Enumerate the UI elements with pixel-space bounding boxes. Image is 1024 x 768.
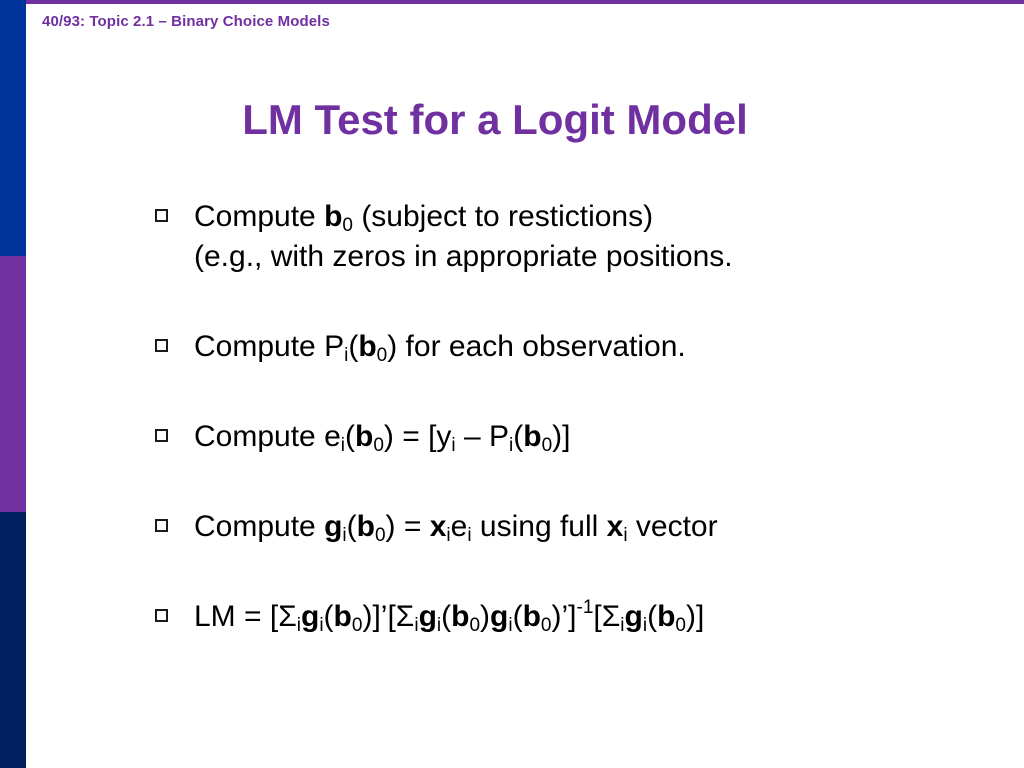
text-run: ) = [y xyxy=(383,420,452,453)
bold-symbol: b xyxy=(523,420,542,453)
subscript: 0 xyxy=(342,215,353,236)
subscript: i xyxy=(446,525,451,546)
text-run: )] xyxy=(552,420,571,453)
subscript: 0 xyxy=(469,615,481,636)
text-run: ) for each observation. xyxy=(387,330,686,363)
bold-symbol: x xyxy=(606,510,624,543)
subscript: i xyxy=(436,615,442,636)
text-run: ( xyxy=(323,600,334,633)
bullet-text xyxy=(194,327,686,367)
bullet-text xyxy=(194,417,570,457)
bold-symbol: x xyxy=(429,510,447,543)
bold-symbol: b xyxy=(358,330,377,363)
subscript: 0 xyxy=(351,615,363,636)
subscript: 0 xyxy=(675,615,686,636)
text-run: Compute xyxy=(194,200,325,233)
text-run: using full xyxy=(471,510,607,543)
superscript: -1 xyxy=(576,597,594,618)
subscript: i xyxy=(296,615,301,636)
sidebar-segment-bottom xyxy=(0,512,26,768)
bullet-line xyxy=(194,327,686,367)
subscript: i xyxy=(623,525,628,546)
subscript: 0 xyxy=(540,615,552,636)
bold-symbol: b xyxy=(354,420,374,453)
subscript: i xyxy=(508,615,513,636)
subscript: i xyxy=(509,435,514,456)
text-run: ( xyxy=(441,600,452,633)
text-run: ) = xyxy=(385,510,430,543)
text-run: ) xyxy=(480,600,491,633)
bold-symbol: b xyxy=(522,600,541,633)
slide-title: LM Test for a Logit Model xyxy=(242,96,748,143)
text-run: Compute e xyxy=(194,420,341,453)
text-run: ( xyxy=(647,600,658,633)
subscript: i xyxy=(620,615,625,636)
subscript: i xyxy=(340,435,345,456)
bold-symbol: g xyxy=(418,600,437,633)
text-run: ( xyxy=(348,330,359,363)
bold-symbol: g xyxy=(624,600,643,633)
bold-symbol: g xyxy=(300,600,320,633)
hollow-square-bullet-icon xyxy=(155,429,168,442)
bold-symbol: g xyxy=(490,600,509,633)
subscript: i xyxy=(342,525,347,546)
hollow-square-bullet-icon xyxy=(155,339,168,352)
text-run: LM = [Σ xyxy=(194,600,297,633)
bullet-text xyxy=(194,597,704,637)
text-run: )]’[Σ xyxy=(362,600,415,633)
bullet-line xyxy=(194,597,704,637)
text-run: e xyxy=(450,510,468,543)
subscript: i xyxy=(642,615,648,636)
subscript: i xyxy=(344,345,349,366)
hollow-square-bullet-icon xyxy=(155,209,168,222)
bullet-line xyxy=(194,237,733,277)
subscript: i xyxy=(319,615,324,636)
text-run: )’] xyxy=(551,600,577,633)
bullet-text xyxy=(194,507,718,547)
subscript: i xyxy=(451,435,456,456)
subscript: 0 xyxy=(376,345,388,366)
subscript: 0 xyxy=(541,435,553,456)
bullet-line xyxy=(194,417,570,457)
text-run: ( xyxy=(344,420,355,453)
subscript: 0 xyxy=(374,525,386,546)
text-run: – P xyxy=(455,420,510,453)
text-run: (e.g., with zeros in appropriate positions. xyxy=(194,240,733,273)
text-run: Compute P xyxy=(194,330,345,363)
text-run: ( xyxy=(346,510,357,543)
bold-symbol: b xyxy=(451,600,470,633)
text-run: vector xyxy=(627,510,718,543)
bold-symbol: g xyxy=(324,510,343,543)
subscript: 0 xyxy=(373,435,384,456)
bold-symbol: b xyxy=(356,510,375,543)
subscript: i xyxy=(467,525,472,546)
bold-symbol: b xyxy=(657,600,676,633)
bold-symbol: b xyxy=(324,200,343,233)
bullet-line xyxy=(194,197,733,237)
text-run: Compute xyxy=(194,510,325,543)
slide-header: 40/93: Topic 2.1 – Binary Choice Models xyxy=(42,13,330,30)
text-run: )] xyxy=(686,600,705,633)
text-run: [Σ xyxy=(593,600,621,633)
text-run: ( xyxy=(512,600,523,633)
bold-symbol: b xyxy=(333,600,352,633)
bullet-text xyxy=(194,197,733,277)
text-run: (subject to restictions) xyxy=(352,200,654,233)
hollow-square-bullet-icon xyxy=(155,519,168,532)
top-accent-rule xyxy=(0,0,1024,4)
sidebar-segment-middle xyxy=(0,256,26,512)
bullet-line xyxy=(194,507,718,547)
subscript: i xyxy=(414,615,419,636)
hollow-square-bullet-icon xyxy=(155,609,168,622)
text-run: ( xyxy=(513,420,524,453)
